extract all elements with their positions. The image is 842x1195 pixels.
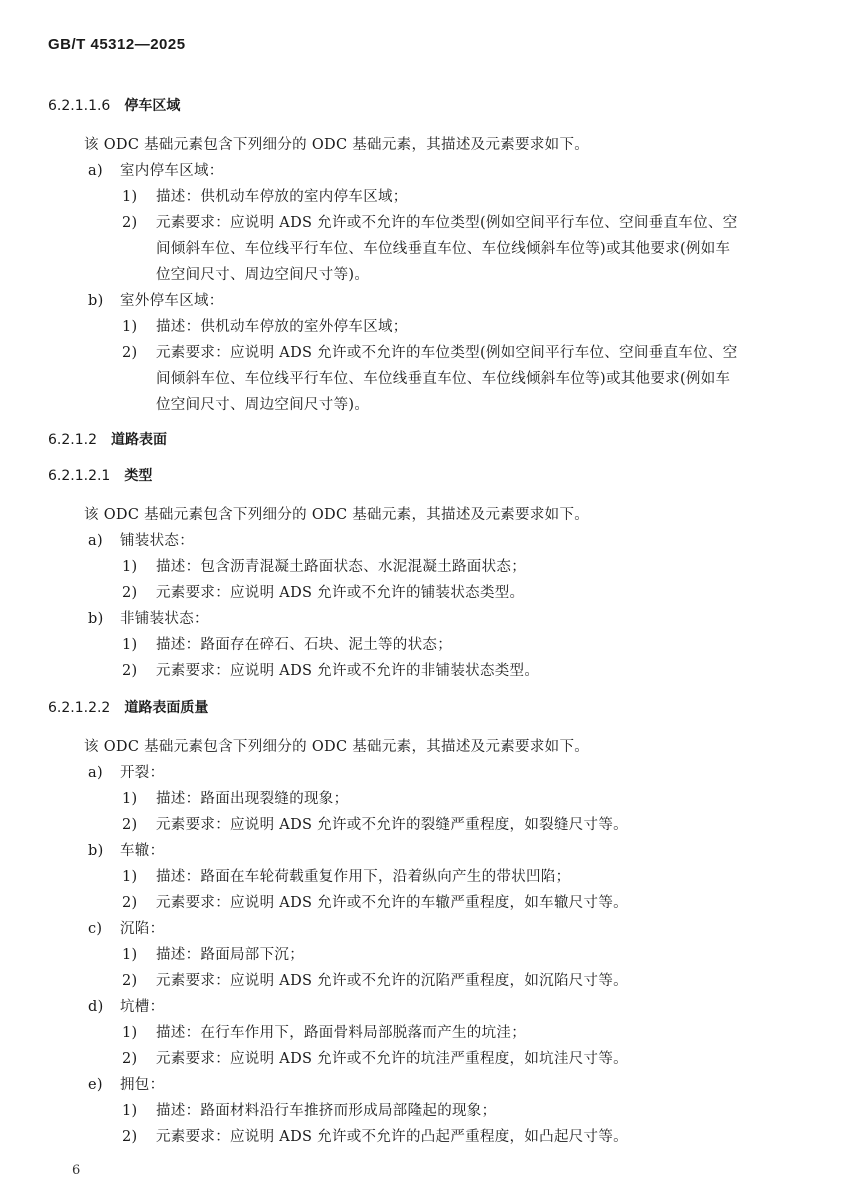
section-number: 6.2.1.2.1 (48, 468, 111, 484)
list-marker: 1) (122, 319, 138, 335)
list-item (88, 761, 164, 782)
list-text: 元素要求：应说明 ADS 允许或不允许的凸起严重程度，如凸起尺寸等。 (156, 1129, 628, 1145)
list-marker: 1) (122, 1025, 138, 1041)
sub-list-item (122, 633, 452, 654)
list-item (88, 159, 224, 180)
list-marker: 1) (122, 559, 138, 575)
sub-list-item (122, 1047, 628, 1068)
list-text: 描述：路面在车轮荷载重复作用下，沿着纵向产生的带状凹陷； (156, 869, 571, 885)
list-text: 铺装状态： (120, 533, 194, 549)
list-marker: b) (88, 611, 104, 627)
list-text: 非铺装状态： (120, 611, 209, 627)
sub-list-item (122, 891, 628, 912)
section-title: 类型 (124, 468, 153, 484)
sub-list-item (122, 813, 628, 834)
list-text: 室内停车区域： (120, 163, 224, 179)
list-item (88, 995, 164, 1016)
list-item (88, 839, 164, 860)
section-number: 6.2.1.1.6 (48, 98, 111, 114)
list-text: 车辙： (120, 843, 165, 859)
list-text: 拥包： (120, 1077, 165, 1093)
list-text: 元素要求：应说明 ADS 允许或不允许的坑洼严重程度，如坑洼尺寸等。 (156, 1051, 628, 1067)
sub-list-item (122, 659, 539, 680)
list-marker: 2) (122, 973, 138, 989)
list-text: 描述：路面存在碎石、石块、泥土等的状态； (156, 637, 452, 653)
section-title: 停车区域 (124, 98, 181, 114)
list-marker: 2) (122, 585, 138, 601)
sub-list-item (122, 581, 524, 602)
list-text: 坑槽： (120, 999, 165, 1015)
list-marker: b) (88, 293, 104, 309)
list-text: 沉陷： (120, 921, 165, 937)
page-number: 6 (72, 1163, 81, 1178)
sub-list-item (122, 1099, 496, 1120)
list-text: 开裂： (120, 765, 165, 781)
list-marker: 2) (122, 663, 138, 679)
list-marker: c) (88, 921, 103, 937)
sub-list-item (122, 211, 738, 232)
sub-list-item (122, 787, 348, 808)
list-marker: e) (88, 1077, 103, 1093)
continuation-line: 间倾斜车位、车位线平行车位、车位线垂直车位、车位线倾斜车位等)或其他要求(例如车 (156, 371, 731, 387)
list-text: 元素要求：应说明 ADS 允许或不允许的非铺装状态类型。 (156, 663, 540, 679)
list-marker: 2) (122, 817, 138, 833)
list-text: 元素要求：应说明 ADS 允许或不允许的车位类型(例如空间平行车位、空间垂直车位、空 (156, 215, 738, 231)
list-text: 元素要求：应说明 ADS 允许或不允许的车位类型(例如空间平行车位、空间垂直车位、空 (156, 345, 738, 361)
list-marker: 1) (122, 189, 138, 205)
list-marker: d) (88, 999, 104, 1015)
list-text: 元素要求：应说明 ADS 允许或不允许的裂缝严重程度，如裂缝尺寸等。 (156, 817, 628, 833)
list-marker: a) (88, 163, 103, 179)
list-marker: 2) (122, 1129, 138, 1145)
list-marker: 1) (122, 869, 138, 885)
list-marker: a) (88, 533, 103, 549)
section-heading (48, 465, 152, 485)
list-item (88, 1073, 164, 1094)
list-text: 描述：路面出现裂缝的现象； (156, 791, 349, 807)
continuation-line: 间倾斜车位、车位线平行车位、车位线垂直车位、车位线倾斜车位等)或其他要求(例如车 (156, 241, 731, 257)
list-marker: 1) (122, 637, 138, 653)
list-item (88, 529, 194, 550)
list-text: 描述：包含沥青混凝土路面状态、水泥混凝土路面状态； (156, 559, 526, 575)
sub-list-item (122, 865, 570, 886)
list-text: 描述：路面局部下沉； (156, 947, 304, 963)
list-item (88, 289, 224, 310)
list-item (88, 607, 209, 628)
list-text: 元素要求：应说明 ADS 允许或不允许的沉陷严重程度，如沉陷尺寸等。 (156, 973, 628, 989)
section-number: 6.2.1.2.2 (48, 700, 111, 716)
list-marker: 2) (122, 895, 138, 911)
continuation-line: 位空间尺寸、周边空间尺寸等)。 (156, 267, 370, 283)
list-text: 描述：供机动车停放的室外停车区域； (156, 319, 408, 335)
list-marker: 1) (122, 791, 138, 807)
sub-list-item (122, 1125, 628, 1146)
sub-list-item (122, 555, 526, 576)
list-marker: 2) (122, 215, 138, 231)
continuation-line: 位空间尺寸、周边空间尺寸等)。 (156, 397, 370, 413)
standard-code: GB/T 45312—2025 (48, 36, 186, 53)
list-text: 描述：路面材料沿行车推挤而形成局部隆起的现象； (156, 1103, 497, 1119)
intro-paragraph: 该 ODC 基础元素包含下列细分的 ODC 基础元素，其描述及元素要求如下。 (84, 739, 590, 755)
sub-list-item (122, 1021, 526, 1042)
section-heading (48, 95, 180, 115)
list-text: 描述：供机动车停放的室内停车区域； (156, 189, 408, 205)
list-marker: 1) (122, 947, 138, 963)
section-heading (48, 697, 208, 717)
section-title: 道路表面 (110, 432, 167, 448)
sub-list-item (122, 943, 304, 964)
section-heading (48, 429, 167, 449)
list-text: 元素要求：应说明 ADS 允许或不允许的铺装状态类型。 (156, 585, 525, 601)
list-text: 描述：在行车作用下，路面骨料局部脱落而产生的坑洼； (156, 1025, 526, 1041)
list-marker: 1) (122, 1103, 138, 1119)
section-number: 6.2.1.2 (48, 432, 97, 448)
list-marker: 2) (122, 345, 138, 361)
list-marker: a) (88, 765, 103, 781)
list-text: 室外停车区域： (120, 293, 224, 309)
section-title: 道路表面质量 (124, 700, 209, 716)
list-marker: b) (88, 843, 104, 859)
list-text: 元素要求：应说明 ADS 允许或不允许的车辙严重程度，如车辙尺寸等。 (156, 895, 628, 911)
intro-paragraph: 该 ODC 基础元素包含下列细分的 ODC 基础元素，其描述及元素要求如下。 (84, 507, 590, 523)
sub-list-item (122, 341, 738, 362)
intro-paragraph: 该 ODC 基础元素包含下列细分的 ODC 基础元素，其描述及元素要求如下。 (84, 137, 590, 153)
list-marker: 2) (122, 1051, 138, 1067)
sub-list-item (122, 185, 408, 206)
sub-list-item (122, 969, 628, 990)
sub-list-item (122, 315, 408, 336)
list-item (88, 917, 164, 938)
